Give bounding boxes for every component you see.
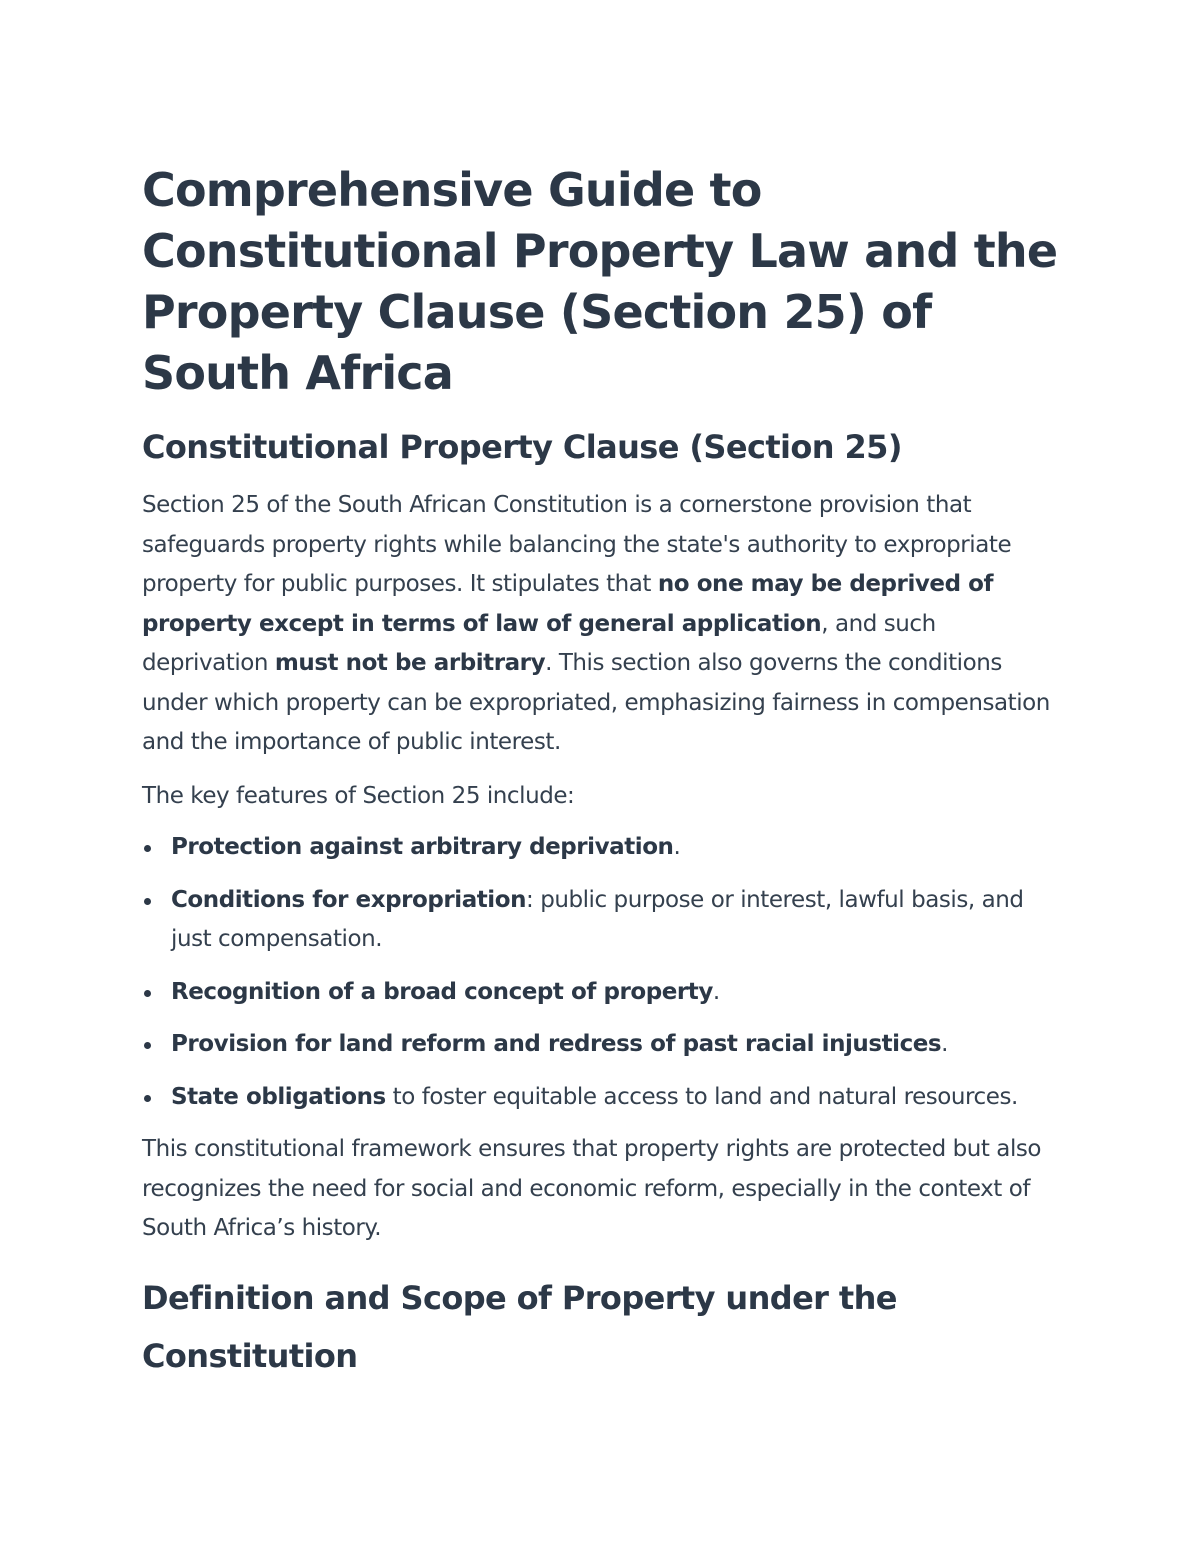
document-page [142, 160, 1060, 1385]
outro-paragraph: This constitutional framework ensures that property rights are protected but also recognizes the need for social and economic reform, especially in the context of South Africa’s history. [142, 1136, 1042, 1241]
features-lead: The key features of Section 25 include: [142, 782, 575, 809]
list-item [142, 1078, 1060, 1118]
feature-bold: State obligations [171, 1083, 386, 1110]
bullet-icon [144, 990, 151, 997]
feature-text: . [941, 1031, 949, 1057]
bullet-icon [144, 1042, 151, 1049]
features-list [142, 828, 1060, 1117]
intro-bold-1: no one may be deprived of property except in terms of law of general application [142, 571, 994, 637]
intro-text-1: Section 25 of the South African Constitution is a cornerstone provision that safeguards property rights while balancing the state's authority to expropriate property for public purposes. It stipulates that [142, 492, 1012, 597]
list-item [142, 973, 1060, 1013]
document-title: Comprehensive Guide to Constitutional Property Law and the Property Clause (Section 25) of South Africa [142, 163, 1058, 400]
feature-bold: Protection against arbitrary deprivation [171, 834, 674, 860]
bullet-icon [144, 845, 151, 852]
intro-text-3: . This section also governs the conditions under which property can be expropriated, emphasizing fairness in compensation and the importance of public interest. [142, 650, 1050, 755]
feature-text: . [712, 978, 720, 1005]
bullet-icon [144, 1095, 151, 1102]
list-item [142, 1025, 1060, 1065]
bullet-icon [144, 898, 151, 905]
intro-text-2: , and such deprivation [142, 610, 936, 676]
feature-text: to foster equitable access to land and natural resources. [385, 1083, 1018, 1110]
feature-text: . [673, 834, 681, 860]
feature-bold: Conditions for expropriation [171, 886, 527, 913]
list-item [142, 881, 1060, 960]
section-heading-property-clause: Constitutional Property Clause (Section 25) [142, 428, 902, 466]
intro-paragraph [142, 486, 1060, 763]
feature-bold: Provision for land reform and redress of past racial injustices [171, 1031, 942, 1057]
list-item [142, 828, 1060, 868]
section-heading-definition-scope: Definition and Scope of Property under the Constitution [142, 1278, 897, 1375]
feature-text: : public purpose or interest, lawful basis, and just compensation. [171, 886, 1024, 952]
intro-bold-2: must not be arbitrary [274, 650, 546, 676]
feature-bold: Recognition of a broad concept of property [171, 978, 713, 1005]
